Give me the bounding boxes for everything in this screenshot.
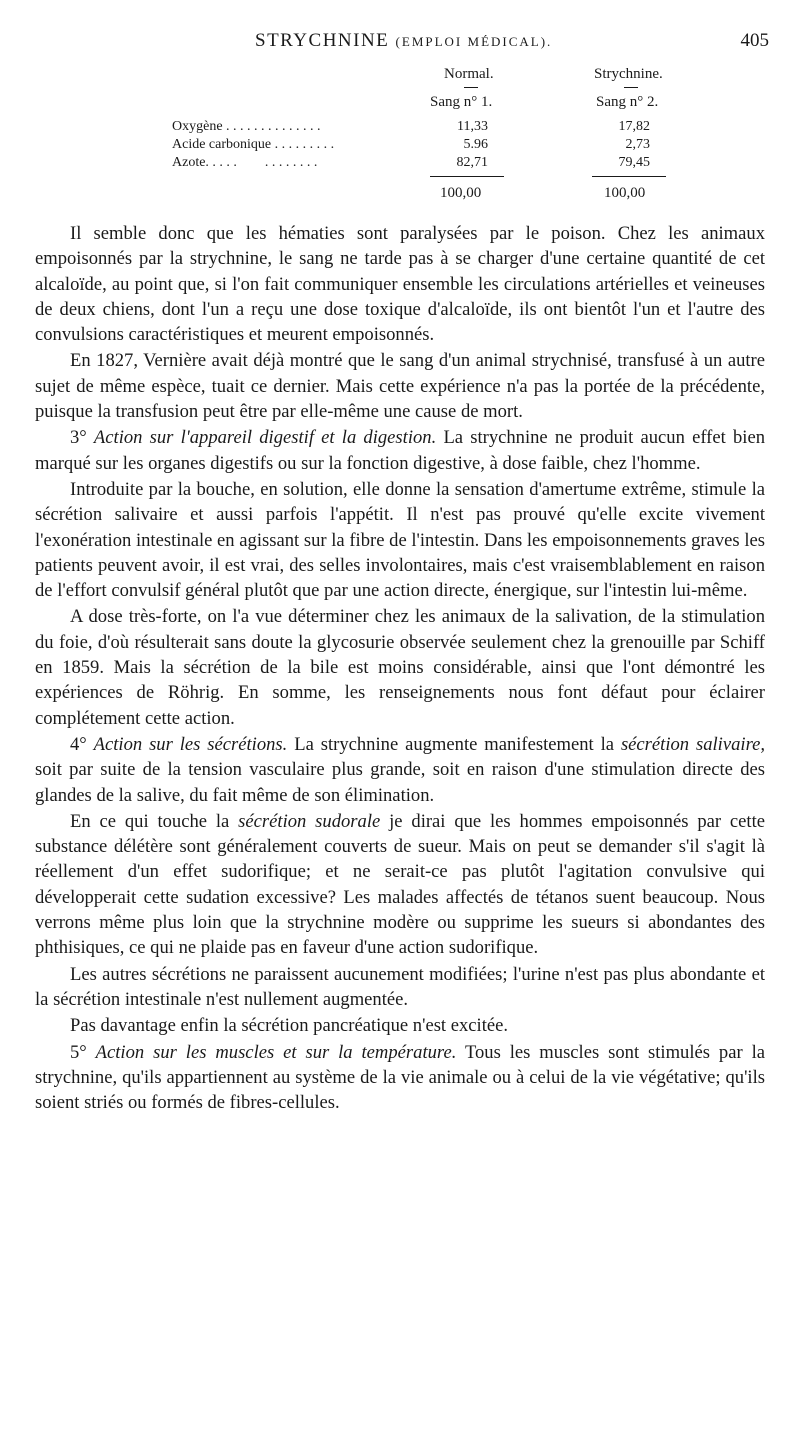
paragraph-text: La strychnine ne produit aucun effet bien marqué sur les organes digestifs ou sur la fonction digestive, à dose faible, chez l'homme. (35, 427, 765, 474)
paragraph-text: Les autres sécrétions ne paraissent aucunement modifiées; l'urine n'est pas plus abondante et la sécrétion intestinale n'est nullement augmentée. (35, 963, 765, 1010)
section-heading: Action sur l'appareil digestif et la digestion. (93, 427, 437, 449)
paragraph-text: A dose très-forte, on l'a vue déterminer chez les animaux de la salivation, de la stimulation du foie, d'où résulterait sans doute la glycosurie observée seulement chez la grenouille par Schiff en 1859. Mais la sécrétion de la bile est moins considérable, ainsi que l'ont démontré les expériences de Röhrig. En somme, les renseignements nous font défaut pour éclairer complétement cette action. (35, 606, 765, 729)
paragraph-text: Il semble donc que les hématies sont paralysées par le poison. Chez les animaux empoisonnés par la strychnine, le sang ne tarde pas à se charger d'une certaine quantité de cet alcaloïde, au point que, si l'on fait communiquer ensemble les circulations artérielles et veineuses de deux chiens, dont l'un a reçu une dose toxique d'alcaloïde, ils ont bientôt l'un et l'autre des convulsions caractéristiques et meurent empoisonnés. (35, 223, 765, 346)
total-normal: 100,00 (440, 185, 482, 201)
row-label: Acide carbonique . . . . . . . . . (172, 137, 335, 152)
paragraph (35, 1013, 765, 1038)
column-dash (464, 87, 478, 88)
running-head-title: STRYCHNINE (255, 30, 390, 51)
body-text (35, 221, 765, 1115)
section-number: 3° (70, 427, 87, 449)
row-value-strychnine: 79,45 (618, 155, 650, 170)
column-dash (624, 87, 638, 88)
column-subheading-strychnine: Sang n° 2. (596, 94, 659, 110)
table-row (172, 119, 692, 137)
section-heading: Action sur les muscles et sur la température. (95, 1041, 457, 1063)
paragraph-text: je dirai que les hommes empoisonnés par cette substance délétère sont généralement couverts de sueur. Mais on peut se demander s'il s'agit là réellement d'un effet sudorifique; et ne serait-ce pas plutôt l'agitation convulsive qui développerait cette sudation excessive? Les malades affectés de tétanos suent beaucoup. Nous verrons même plus loin que la strychnine modère ou supprime les sueurs si abondantes des phthisiques, ce qui ne plaide pas en faveur d'une action sudorifique. (35, 810, 766, 959)
paragraph-text: soit par suite de la tension vasculaire plus grande, soit en raison d'une stimulation directe des glandes de la salive, du fait même de son élimination. (35, 759, 765, 806)
column-subheading-normal: Sang n° 1. (430, 94, 493, 110)
row-value-normal: 82,71 (456, 155, 488, 170)
row-value-strychnine: 17,82 (618, 119, 650, 134)
paragraph (35, 477, 765, 603)
row-value-strychnine: 2,73 (625, 137, 650, 152)
section-paragraph (35, 732, 765, 808)
total-strychnine: 100,00 (604, 185, 646, 201)
paragraph-text: En 1827, Vernière avait déjà montré que le sang d'un animal strychnisé, transfusé à un autre sujet de même espèce, tuait ce dernier. Mais cette expérience n'a pas la portée de la précédente, puisque la transfusion peut être par elle-même une cause de mort. (35, 350, 765, 423)
row-label: Oxygène . . . . . . . . . . . . . . (172, 119, 321, 134)
table-row (172, 155, 692, 173)
running-head-subtitle: (EMPLOI MÉDICAL). (395, 34, 553, 49)
running-head (255, 30, 552, 52)
paragraph-text: Pas davantage enfin la sécrétion pancréatique n'est excitée. (70, 1015, 509, 1037)
row-value-normal: 5.96 (463, 137, 488, 152)
column-heading-strychnine: Strychnine. (594, 66, 663, 82)
sum-rule (430, 176, 504, 177)
column-heading-normal: Normal. (444, 66, 494, 82)
section-heading: Action sur les sécrétions. (93, 733, 288, 755)
paragraph-text: Introduite par la bouche, en solution, elle donne la sensation d'amertume extrême, stimule la sécrétion salivaire et aussi parfois l'appétit. Il n'est pas prouvé qu'elle excite vivement l'exonération intestinale en agissant sur la fibre de l'intestin. Dans les empoisonnements graves les patients peuvent avoir, il est vrai, des selles involontaires, mais c'est vraisemblablement en raison de l'effort convulsif général plutôt que par une action directe, énergique, sur l'intestin lui-même. (35, 478, 765, 602)
section-paragraph (35, 425, 765, 476)
paragraph (35, 604, 765, 730)
section-paragraph (35, 1040, 765, 1116)
emphasis: sécrétion salivaire, (620, 733, 766, 755)
emphasis: sécrétion sudorale (238, 810, 381, 832)
paragraph (35, 962, 765, 1013)
row-value-normal: 11,33 (457, 119, 488, 134)
paragraph-text: En ce qui touche la (70, 810, 230, 832)
page-number: 405 (740, 30, 769, 51)
table-row (172, 137, 692, 155)
section-number: 4° (70, 733, 87, 755)
paragraph (35, 348, 765, 424)
sum-rule (592, 176, 666, 177)
paragraph-text: La strychnine augmente manifestement la (294, 733, 615, 755)
section-number: 5° (70, 1041, 87, 1063)
paragraph-text: Tous les muscles sont stimulés par la strychnine, qu'ils appartiennent au système de la vie animale ou à celui de la vie végétative; qu'ils soient striés ou formés de fibres-cellules. (35, 1041, 765, 1114)
blood-gas-table (172, 62, 692, 212)
paragraph (35, 221, 765, 347)
row-label: Azote. . . . . . . . . . . . . (172, 155, 318, 170)
paragraph (35, 809, 765, 961)
